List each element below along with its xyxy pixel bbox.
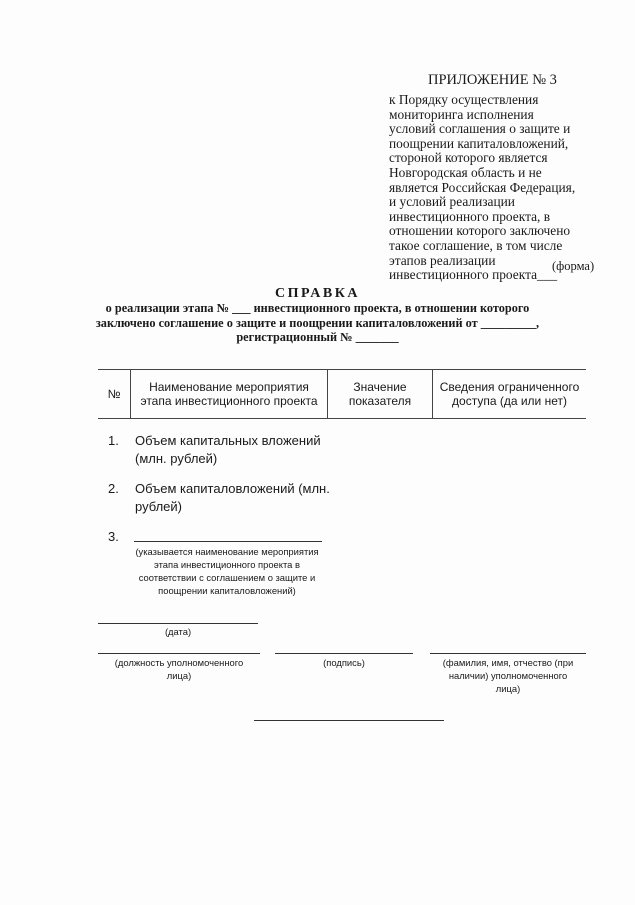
appendix-title: ПРИЛОЖЕНИЕ № 3 <box>428 72 557 88</box>
signature-line <box>275 653 413 654</box>
item-text-line: (млн. рублей) <box>135 451 218 466</box>
appendix-line: к Порядку осуществления <box>389 92 539 107</box>
appendix-line: мониторинга исполнения <box>389 106 534 122</box>
appendix-line: такое соглашение, в том числе <box>389 237 563 253</box>
note-line: соответствии с соглашением о защите и <box>138 572 316 583</box>
subtitle-line: регистрационный № _______ <box>236 330 399 344</box>
document-subtitle <box>40 301 595 345</box>
full-name-label <box>424 656 592 695</box>
note-line: этапа инвестиционного проекта в <box>154 559 300 570</box>
item-text-line: Объем капиталовложений (млн. <box>135 481 330 496</box>
closing-line <box>254 720 444 721</box>
note-line: (указывается наименование мероприятия <box>135 546 319 557</box>
indicator-table <box>98 369 586 419</box>
header-activity-name: Наименование мероприятия этапа инвестиционного проекта <box>131 370 328 419</box>
subtitle-line: заключено соглашение о защите и поощрении капиталовложений от _________, <box>95 315 540 330</box>
position-label-line: лица) <box>166 670 192 681</box>
appendix-line: инвестиционного проекта, в <box>389 208 551 224</box>
date-line <box>98 623 258 624</box>
position-line <box>98 653 260 654</box>
signature-label: (подпись) <box>323 657 365 668</box>
document-title: СПРАВКА <box>275 286 360 301</box>
header-indicator-value: Значение показателя <box>328 370 433 419</box>
item3-note <box>114 545 340 597</box>
appendix-line: условий соглашения о защите и <box>389 121 571 137</box>
appendix-line: инвестиционного проекта___ <box>389 267 558 283</box>
position-label-line: (должность уполномоченного <box>114 657 244 668</box>
item-number: 2. <box>108 481 119 496</box>
full-name-label-line: наличии) уполномоченного <box>448 670 568 681</box>
table-header-row <box>98 370 586 419</box>
full-name-label-line: (фамилия, имя, отчество (при <box>442 657 574 668</box>
full-name-line <box>430 653 586 654</box>
item3-blank-line <box>134 541 322 542</box>
appendix-line: и условий реализации <box>389 194 515 210</box>
appendix-line: является Российская Федерация, <box>389 179 576 195</box>
appendix-line: отношении которого заключено <box>389 223 571 239</box>
appendix-description <box>389 93 604 283</box>
subtitle-line: о реализации этапа № ___ инвестиционного проекта, в отношении которого <box>105 301 530 315</box>
form-label: (форма) <box>552 259 595 273</box>
list-item <box>135 480 335 516</box>
list-item <box>135 432 335 468</box>
position-label <box>98 656 260 682</box>
item-number: 3. <box>108 529 119 544</box>
header-number: № <box>98 370 131 419</box>
date-label: (дата) <box>164 626 192 637</box>
header-restricted-access: Сведения ограниченного доступа (да или нет) <box>433 370 587 419</box>
full-name-label-line: лица) <box>495 683 521 694</box>
item-text-line: Объем капитальных вложений <box>135 433 321 448</box>
item-number: 1. <box>108 433 119 448</box>
appendix-line: стороной которого является <box>389 150 548 166</box>
appendix-line: Новгородская область и не <box>389 164 542 180</box>
note-line: поощрении капиталовложений) <box>158 585 296 596</box>
appendix-line: поощрении капиталовложений, <box>389 135 569 151</box>
item-text-line: рублей) <box>135 499 182 514</box>
appendix-line: этапов реализации <box>389 252 496 268</box>
